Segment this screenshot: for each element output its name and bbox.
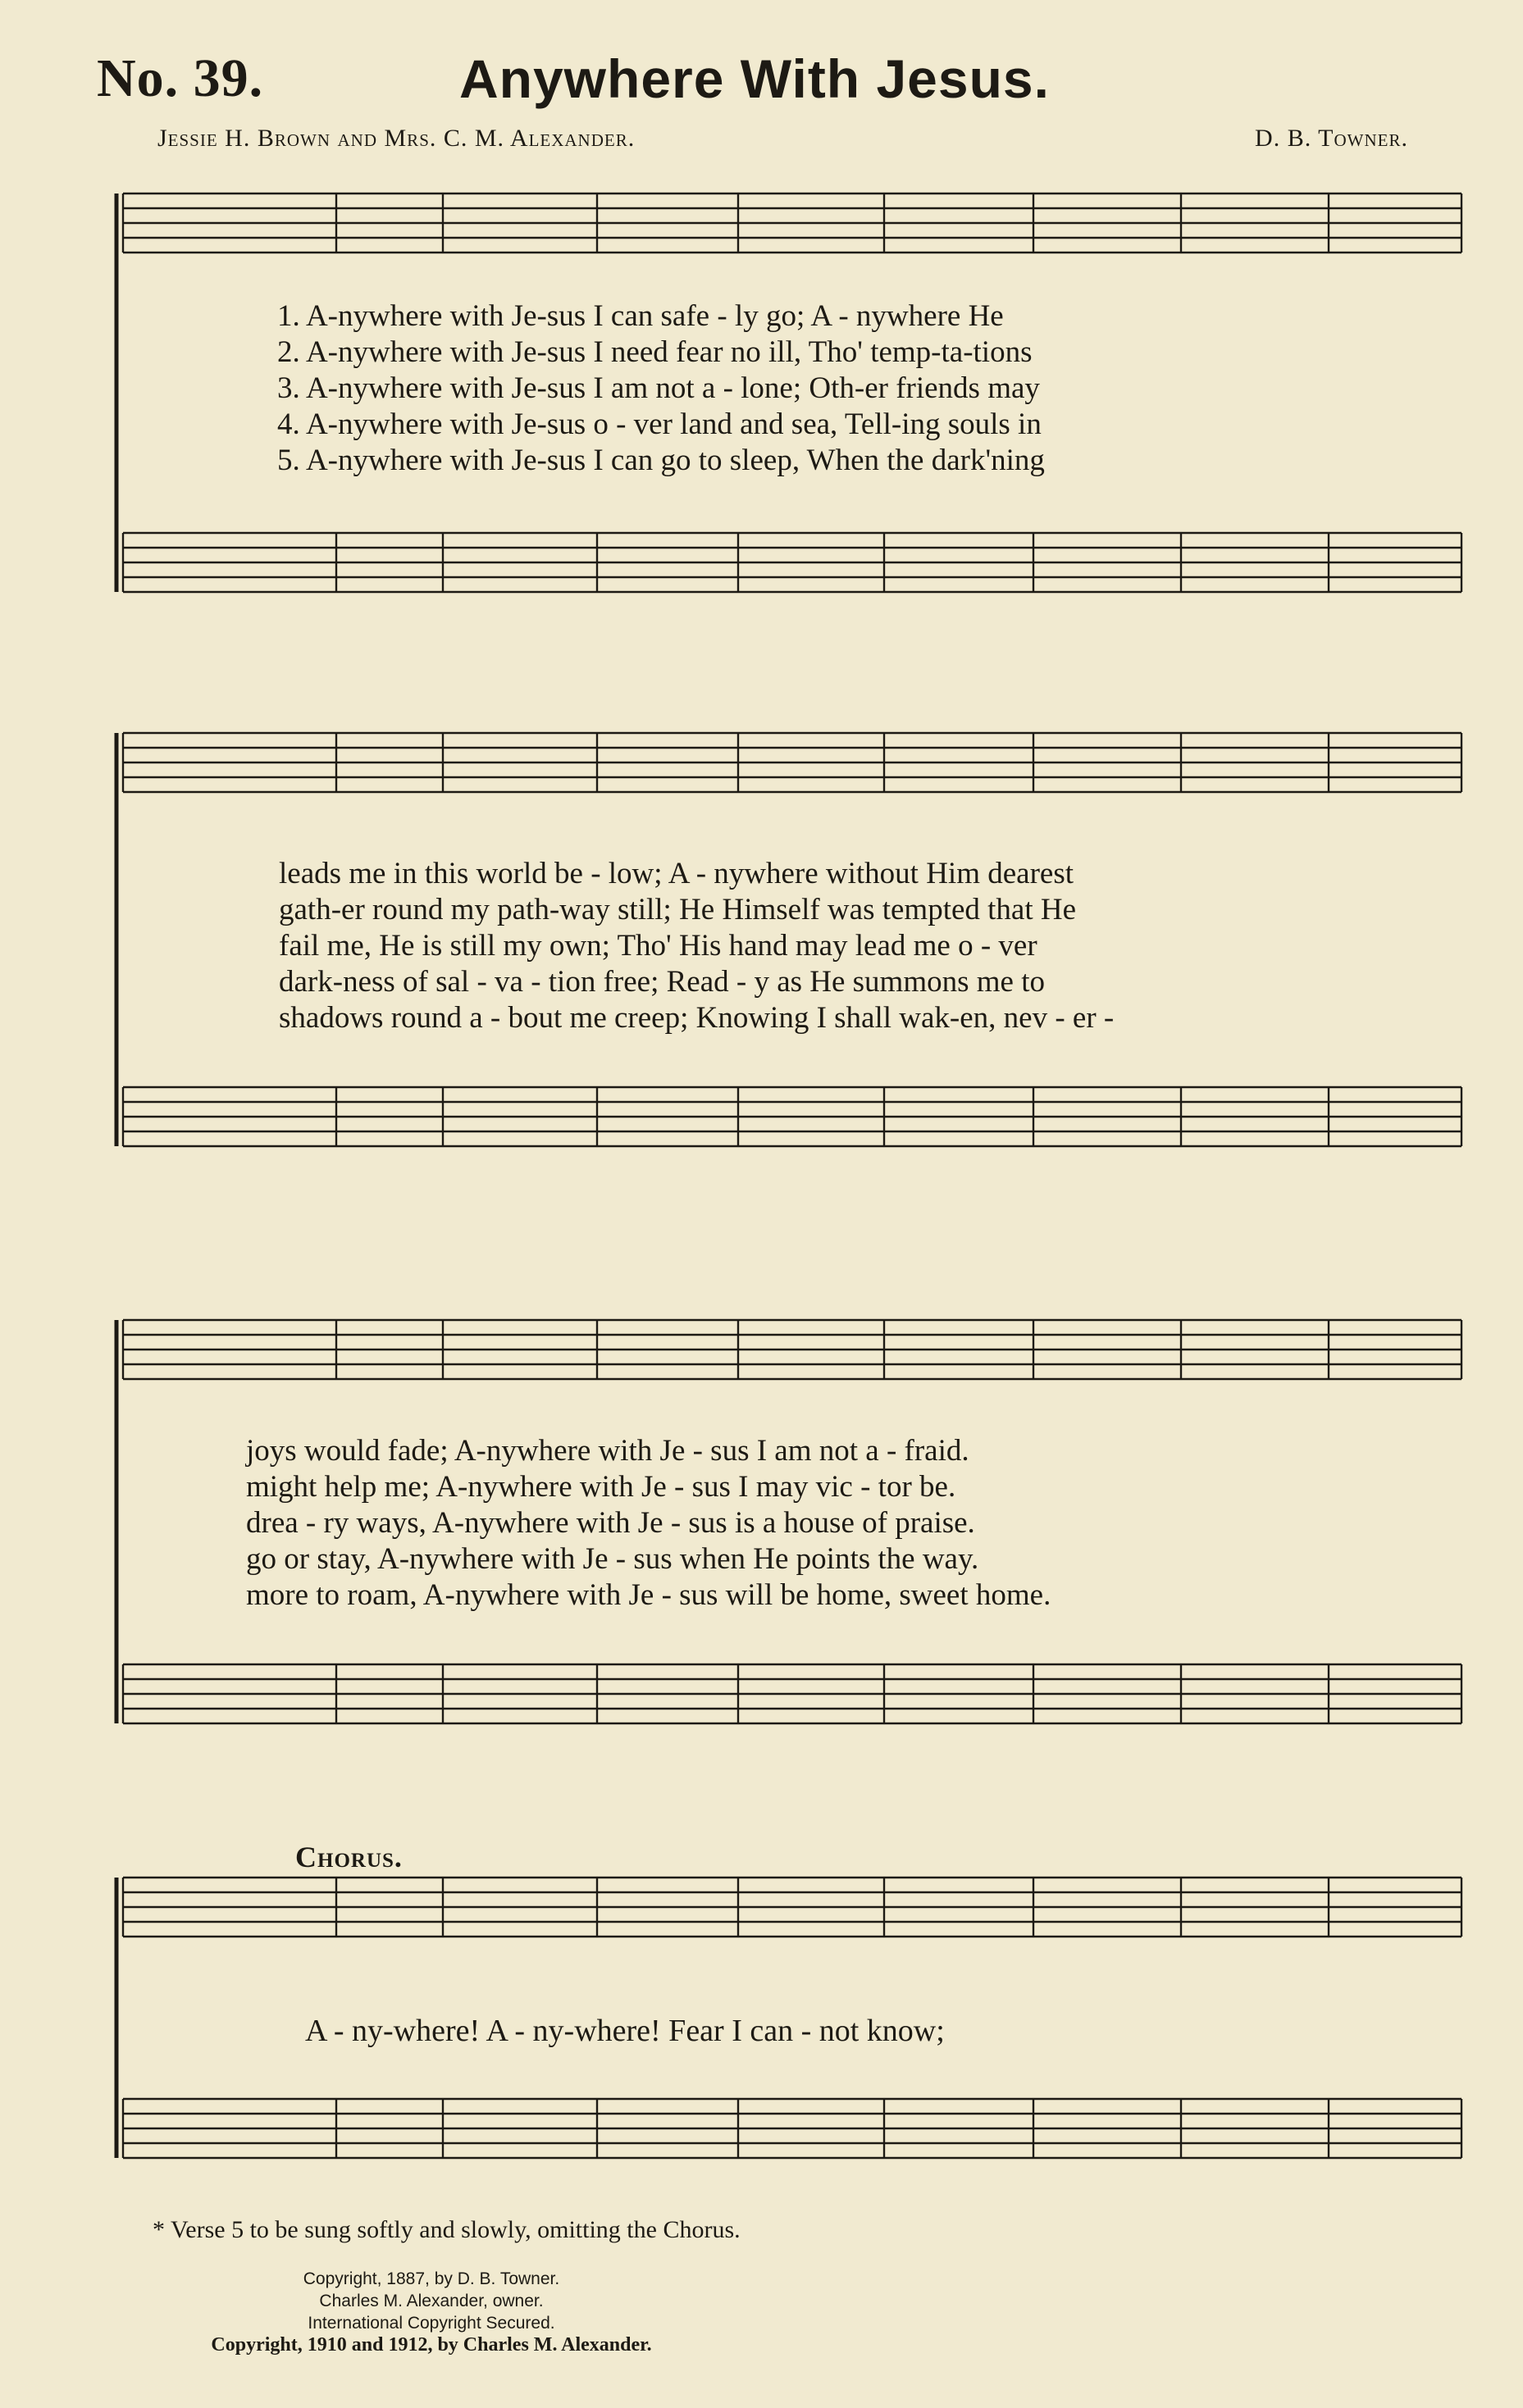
lyricist-credit: Jessie H. Brown and Mrs. C. M. Alexander.	[157, 125, 636, 152]
verse-line: joys would fade; A-nywhere with Je - sus I am not a - fraid.	[246, 1434, 969, 1468]
copyright-line: International Copyright Secured.	[308, 2314, 555, 2333]
verse-line: 5. A-nywhere with Je-sus I can go to sleep, When the dark'ning	[277, 444, 1045, 477]
copyright-line: Copyright, 1887, by D. B. Towner.	[303, 2269, 560, 2288]
verse-line: leads me in this world be - low; A - nywhere without Him dearest	[279, 857, 1074, 890]
verse-line: fail me, He is still my own; Tho' His hand may lead me o - ver	[279, 929, 1037, 963]
verse-line: 3. A-nywhere with Je-sus I am not a - lone; Oth-er friends may	[277, 371, 1040, 405]
footnote: * Verse 5 to be sung softly and slowly, omitting the Chorus.	[153, 2216, 741, 2243]
verse-line: 4. A-nywhere with Je-sus o - ver land and sea, Tell-ing souls in	[277, 407, 1042, 441]
verse-line: go or stay, A-nywhere with Je - sus when He points the way.	[246, 1542, 979, 1576]
copyright-block	[144, 2268, 718, 2356]
verse-line: 1. A-nywhere with Je-sus I can safe - ly go; A - nywhere He	[277, 299, 1004, 333]
copyright-line: Charles M. Alexander, owner.	[319, 2292, 544, 2310]
composer-credit: D. B. Towner.	[1255, 125, 1408, 152]
verse-line: shadows round a - bout me creep; Knowing I shall wak-en, nev - er -	[279, 1001, 1115, 1035]
copyright-line: Copyright, 1910 and 1912, by Charles M. Alexander.	[211, 2334, 652, 2356]
chorus-lyrics: A - ny-where! A - ny-where! Fear I can - not know;	[305, 2014, 945, 2048]
verse-line: more to roam, A-nywhere with Je - sus will be home, sweet home.	[246, 1578, 1051, 1612]
verse-line: might help me; A-nywhere with Je - sus I may vic - tor be.	[246, 1470, 956, 1504]
verse-line: dark-ness of sal - va - tion free; Read - y as He summons me to	[279, 965, 1045, 999]
verse-line: gath-er round my path-way still; He Himself was tempted that He	[279, 893, 1077, 926]
verses-system-2	[279, 856, 1114, 1036]
hymn-number: No. 39.	[97, 48, 264, 108]
verses-system-3	[246, 1433, 1051, 1614]
hymn-title: Anywhere With Jesus.	[459, 48, 1050, 109]
verse-line: 2. A-nywhere with Je-sus I need fear no ill, Tho' temp-ta-tions	[277, 335, 1033, 369]
verses-system-1	[277, 298, 1045, 479]
verse-line: drea - ry ways, A-nywhere with Je - sus is a house of praise.	[246, 1506, 975, 1540]
chorus-label: Chorus.	[295, 1841, 403, 1873]
